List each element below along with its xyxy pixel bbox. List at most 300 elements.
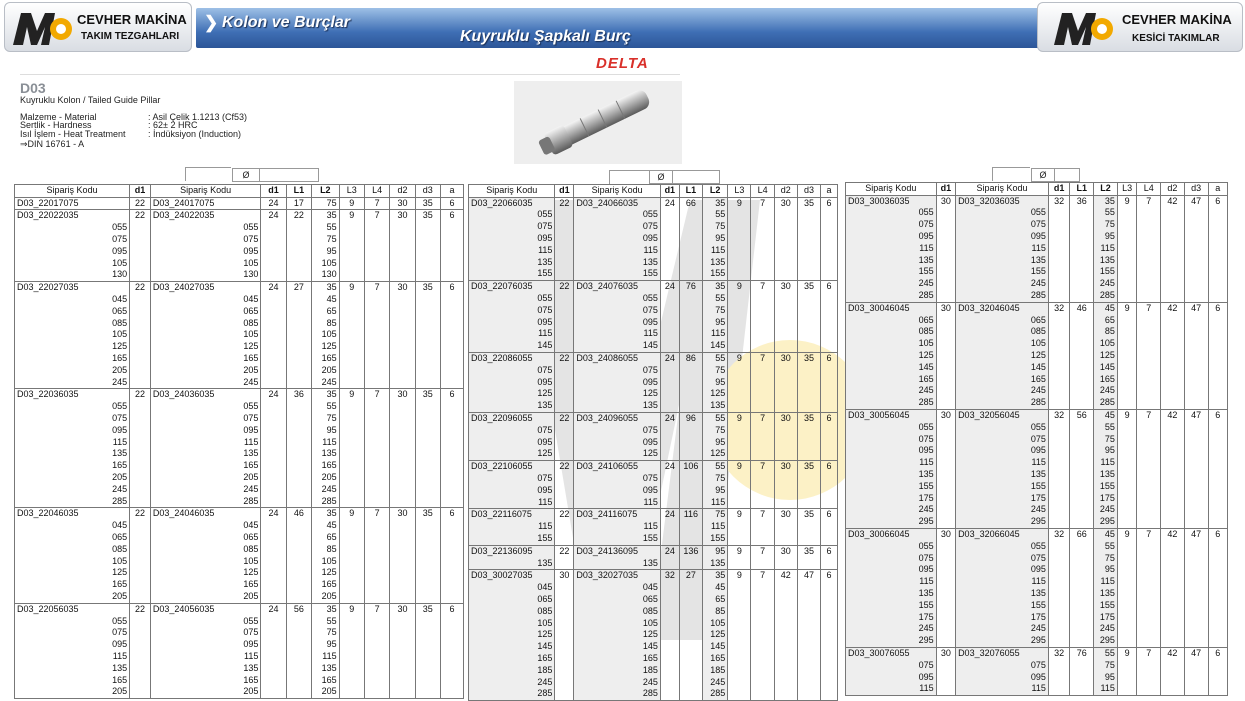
table-cell [1137, 255, 1161, 267]
table-cell: 165 [312, 674, 340, 686]
table-cell [440, 294, 463, 306]
table-cell [130, 674, 151, 686]
table-row [15, 472, 464, 484]
table-cell [390, 460, 415, 472]
table-cell: 55 [312, 222, 340, 234]
table-cell: 105 [846, 338, 937, 350]
table-cell: 115 [574, 497, 660, 509]
table-cell: 135 [703, 558, 728, 570]
table-cell [751, 521, 774, 533]
table-cell [1137, 564, 1161, 576]
column-header: Sipariş Kodu [956, 183, 1049, 196]
column-header: L4 [751, 185, 774, 198]
table-cell [1137, 350, 1161, 362]
table-cell: 55 [703, 293, 728, 305]
table-cell [936, 315, 955, 327]
table-cell: 245 [1094, 385, 1118, 397]
table-cell: 56 [286, 603, 311, 615]
table-cell [1161, 255, 1185, 267]
column-header: d2 [390, 185, 415, 198]
table-cell [1070, 326, 1094, 338]
table-cell [660, 425, 679, 437]
table-cell [797, 245, 820, 257]
table-cell [1184, 660, 1208, 672]
table-cell [130, 258, 151, 270]
table-row [469, 582, 838, 594]
table-cell: 35 [797, 352, 820, 364]
table-cell [415, 544, 440, 556]
table-cell [751, 209, 774, 221]
table-cell [130, 294, 151, 306]
table-cell: 055 [956, 541, 1049, 553]
table-cell: 115 [956, 576, 1049, 588]
table-cell: 135 [703, 400, 728, 412]
table-cell: 055 [846, 541, 937, 553]
table-cell: 185 [574, 665, 660, 677]
table-cell: D03_32046045 [956, 302, 1049, 314]
table-cell: 165 [150, 460, 261, 472]
material-label: Malzeme - Material [20, 112, 97, 122]
table-cell: 42 [1161, 195, 1185, 207]
table-cell [660, 497, 679, 509]
table-cell: 115 [846, 576, 937, 588]
table-cell: 075 [150, 234, 261, 246]
table-cell [364, 686, 389, 698]
table-cell: 7 [751, 570, 774, 582]
table-cell [390, 341, 415, 353]
table-cell [339, 341, 364, 353]
column-header: d1 [936, 183, 955, 196]
table-cell [1070, 564, 1094, 576]
table-cell: 075 [956, 434, 1049, 446]
table-cell: 155 [1094, 266, 1118, 278]
table-cell: 35 [797, 545, 820, 557]
table-cell: 105 [956, 338, 1049, 350]
table-cell: 55 [1094, 647, 1118, 659]
table-cell [1208, 231, 1227, 243]
din-standard: ⇒DIN 16761 - A [20, 139, 85, 149]
table-cell [339, 532, 364, 544]
table-cell [1117, 504, 1136, 516]
table-cell: 55 [1094, 541, 1118, 553]
table-cell [364, 365, 389, 377]
table-cell: 75 [1094, 660, 1118, 672]
table-cell [339, 234, 364, 246]
table-cell [728, 582, 751, 594]
table-cell [555, 533, 574, 545]
table-cell [1070, 623, 1094, 635]
table-cell [440, 246, 463, 258]
table-cell [261, 496, 286, 508]
table-cell [1070, 434, 1094, 446]
table-cell: 075 [150, 413, 261, 425]
table-cell [390, 556, 415, 568]
table-cell [936, 255, 955, 267]
table-cell: 115 [150, 651, 261, 663]
table-cell: 095 [574, 377, 660, 389]
table-cell [415, 401, 440, 413]
table-cell: 055 [846, 422, 937, 434]
table-cell [390, 674, 415, 686]
table-cell: 075 [469, 305, 555, 317]
spec-table-3 [845, 182, 1228, 696]
table-cell: 135 [150, 448, 261, 460]
table-cell [339, 615, 364, 627]
table-cell [555, 641, 574, 653]
table-cell [751, 594, 774, 606]
table-cell [1117, 243, 1136, 255]
table-cell [728, 665, 751, 677]
table-cell: D03_30027035 [469, 570, 555, 582]
table-cell: 175 [1094, 611, 1118, 623]
table-row [846, 207, 1228, 219]
table-row [846, 493, 1228, 505]
table-cell: 9 [1117, 528, 1136, 540]
table-cell [130, 579, 151, 591]
table-cell: 9 [728, 412, 751, 424]
table-cell [390, 496, 415, 508]
table-cell: 245 [1094, 504, 1118, 516]
table-cell [774, 521, 797, 533]
mc-gear-logo-icon [11, 9, 73, 47]
table-cell [440, 639, 463, 651]
table-cell [1070, 207, 1094, 219]
table-row [846, 445, 1228, 457]
table-cell [555, 485, 574, 497]
table-cell [1070, 671, 1094, 683]
table-cell: 45 [1094, 302, 1118, 314]
table-cell: 35 [415, 603, 440, 615]
table-cell [1070, 457, 1094, 469]
table-cell: 7 [1137, 647, 1161, 659]
table-row [846, 481, 1228, 493]
table-cell [1137, 493, 1161, 505]
table-cell [1137, 434, 1161, 446]
table-cell [286, 258, 311, 270]
table-cell: 285 [574, 688, 660, 700]
table-cell: 065 [956, 315, 1049, 327]
table-cell: 135 [312, 663, 340, 675]
table-cell [660, 653, 679, 665]
table-cell [130, 627, 151, 639]
table-cell [797, 293, 820, 305]
table-cell [415, 318, 440, 330]
table-cell [821, 521, 838, 533]
table-cell: D03_22076035 [469, 281, 555, 293]
table-cell: 6 [821, 412, 838, 424]
table-cell: 95 [312, 639, 340, 651]
table-cell [440, 484, 463, 496]
table-cell [679, 497, 702, 509]
treatment-label: Isıl İşlem - Heat Treatment [20, 128, 126, 139]
table-cell [821, 328, 838, 340]
table-cell: 135 [956, 588, 1049, 600]
table-cell [440, 258, 463, 270]
table-cell [261, 329, 286, 341]
guide-pillar-photo [514, 81, 682, 164]
table-cell: 055 [150, 615, 261, 627]
table-cell: D03_22027035 [15, 282, 130, 294]
table-cell [751, 233, 774, 245]
table-cell: 22 [555, 509, 574, 521]
table-cell: 245 [956, 385, 1049, 397]
table-cell [286, 615, 311, 627]
table-cell: D03_24036035 [150, 389, 261, 401]
table-cell: 24 [261, 282, 286, 294]
table-cell [751, 340, 774, 352]
table-cell [1070, 541, 1094, 553]
table-cell: 75 [312, 413, 340, 425]
table-cell: 6 [440, 197, 463, 210]
table-cell: 115 [956, 457, 1049, 469]
table-cell: 295 [956, 516, 1049, 528]
table-cell [130, 234, 151, 246]
table-cell: 42 [774, 570, 797, 582]
table-cell [415, 579, 440, 591]
table-cell [1070, 493, 1094, 505]
table-cell: 165 [15, 460, 130, 472]
table-cell [751, 473, 774, 485]
table-cell [1070, 278, 1094, 290]
table-cell [1184, 481, 1208, 493]
table-cell [1137, 278, 1161, 290]
table-cell [821, 629, 838, 641]
table-cell [390, 353, 415, 365]
table-cell: 095 [956, 445, 1049, 457]
table-cell: 106 [679, 461, 702, 473]
table-cell [1208, 504, 1227, 516]
table-cell [774, 473, 797, 485]
table-cell [1161, 516, 1185, 528]
column-header: d2 [774, 185, 797, 198]
table-cell: 295 [1094, 635, 1118, 647]
table-cell: D03_24046035 [150, 508, 261, 520]
table-row [469, 461, 838, 473]
table-cell [821, 688, 838, 700]
table-cell: 6 [1208, 647, 1227, 659]
table-cell: 115 [703, 497, 728, 509]
table-cell [679, 448, 702, 460]
table-cell [1208, 516, 1227, 528]
table-cell [660, 437, 679, 449]
table-row [15, 401, 464, 413]
column-header: a [1208, 183, 1227, 196]
table-cell [390, 222, 415, 234]
table-cell: 175 [846, 493, 937, 505]
table-cell: 7 [364, 282, 389, 294]
table-cell: D03_24106055 [574, 461, 660, 473]
table-cell: 245 [1094, 278, 1118, 290]
table-row [846, 326, 1228, 338]
table-cell [1208, 350, 1227, 362]
table-cell: 145 [846, 362, 937, 374]
table-cell: 245 [846, 278, 937, 290]
table-cell [390, 294, 415, 306]
table-cell: 6 [821, 545, 838, 557]
table-header-row [469, 185, 838, 198]
table-cell [797, 594, 820, 606]
table-cell: 45 [1094, 528, 1118, 540]
table-cell: 55 [703, 412, 728, 424]
table-cell: 295 [1094, 516, 1118, 528]
table-cell: D03_24066035 [574, 197, 660, 209]
table-cell [936, 422, 955, 434]
table-cell: 105 [312, 258, 340, 270]
table-cell [797, 268, 820, 280]
table-cell [261, 413, 286, 425]
column-header: d1 [261, 185, 286, 198]
table-cell: 9 [339, 603, 364, 615]
table-cell [364, 448, 389, 460]
table-cell [751, 388, 774, 400]
table-row [846, 302, 1228, 314]
table-cell [751, 688, 774, 700]
table-cell: 095 [956, 231, 1049, 243]
table-cell [774, 485, 797, 497]
table-cell [1184, 326, 1208, 338]
table-cell [751, 257, 774, 269]
table-cell [440, 365, 463, 377]
table-cell: 205 [312, 365, 340, 377]
table-cell: 285 [703, 688, 728, 700]
table-cell: 22 [130, 508, 151, 520]
table-cell: 075 [956, 660, 1049, 672]
table-cell: 115 [703, 328, 728, 340]
table-cell [1184, 683, 1208, 695]
table-cell [1208, 635, 1227, 647]
table-cell [774, 425, 797, 437]
table-cell [1208, 278, 1227, 290]
table-cell [1048, 588, 1070, 600]
table-cell [261, 579, 286, 591]
table-cell: 65 [312, 532, 340, 544]
table-cell [339, 567, 364, 579]
table-cell [339, 258, 364, 270]
table-cell [1070, 611, 1094, 623]
table-cell: 6 [440, 282, 463, 294]
table-cell [774, 388, 797, 400]
table-cell: 125 [312, 567, 340, 579]
table-row [15, 282, 464, 294]
table-cell [1070, 397, 1094, 409]
table-cell [261, 615, 286, 627]
table-cell [1184, 445, 1208, 457]
table-row [15, 520, 464, 532]
table-cell [339, 520, 364, 532]
table-cell: 075 [846, 553, 937, 565]
table-cell [286, 532, 311, 544]
table-cell: 135 [312, 448, 340, 460]
table-cell: 145 [956, 362, 1049, 374]
table-cell [821, 497, 838, 509]
table-cell [364, 627, 389, 639]
table-cell: 76 [1070, 647, 1094, 659]
table-cell [261, 532, 286, 544]
table-cell: D03_24136095 [574, 545, 660, 557]
table-cell [390, 532, 415, 544]
table-cell [1048, 623, 1070, 635]
table-cell: 095 [574, 233, 660, 245]
table-cell: 115 [574, 245, 660, 257]
table-cell: 30 [936, 302, 955, 314]
table-row [469, 617, 838, 629]
table-cell: 165 [312, 460, 340, 472]
table-cell [936, 457, 955, 469]
table-cell [1137, 516, 1161, 528]
table-row [846, 528, 1228, 540]
table-cell: 245 [956, 623, 1049, 635]
table-cell [1117, 397, 1136, 409]
table-cell: 245 [574, 676, 660, 688]
table-cell: 35 [312, 282, 340, 294]
table-row [15, 294, 464, 306]
column-header: d3 [1184, 183, 1208, 196]
table-cell: 205 [312, 472, 340, 484]
table-cell: 125 [574, 388, 660, 400]
table-cell [261, 306, 286, 318]
table-cell [1137, 385, 1161, 397]
table-cell [130, 365, 151, 377]
diameter-ext [673, 170, 720, 184]
table-cell [364, 651, 389, 663]
table-cell [261, 246, 286, 258]
table-cell: 165 [15, 579, 130, 591]
table-cell: 7 [751, 281, 774, 293]
table-cell: D03_30076055 [846, 647, 937, 659]
table-cell: 66 [679, 197, 702, 209]
table-cell [1208, 683, 1227, 695]
table-cell [728, 377, 751, 389]
table-row [469, 606, 838, 618]
table-cell: 095 [15, 639, 130, 651]
table-cell: 24 [261, 508, 286, 520]
table-cell [797, 233, 820, 245]
table-row [15, 460, 464, 472]
table-cell [1161, 493, 1185, 505]
table-cell: 30 [390, 197, 415, 210]
table-cell: 075 [956, 219, 1049, 231]
table-cell: 24 [660, 412, 679, 424]
table-cell [415, 567, 440, 579]
table-cell [751, 665, 774, 677]
table-cell: 165 [150, 674, 261, 686]
table-cell [286, 294, 311, 306]
table-cell [415, 532, 440, 544]
table-cell [339, 556, 364, 568]
table-cell [1048, 671, 1070, 683]
table-cell [1048, 635, 1070, 647]
table-cell [1070, 385, 1094, 397]
table-cell: 095 [574, 485, 660, 497]
table-cell: 7 [751, 545, 774, 557]
table-row [846, 290, 1228, 302]
table-cell: 35 [415, 389, 440, 401]
table-cell [390, 234, 415, 246]
table-cell: 24 [660, 545, 679, 557]
table-cell: 115 [956, 683, 1049, 695]
table-cell [286, 674, 311, 686]
table-cell [130, 567, 151, 579]
table-cell: 35 [797, 509, 820, 521]
table-cell [728, 629, 751, 641]
table-row [15, 246, 464, 258]
table-cell [751, 365, 774, 377]
table-cell: 075 [15, 627, 130, 639]
table-cell: 6 [821, 281, 838, 293]
table-cell [390, 591, 415, 603]
table-cell [130, 448, 151, 460]
table-cell [440, 520, 463, 532]
